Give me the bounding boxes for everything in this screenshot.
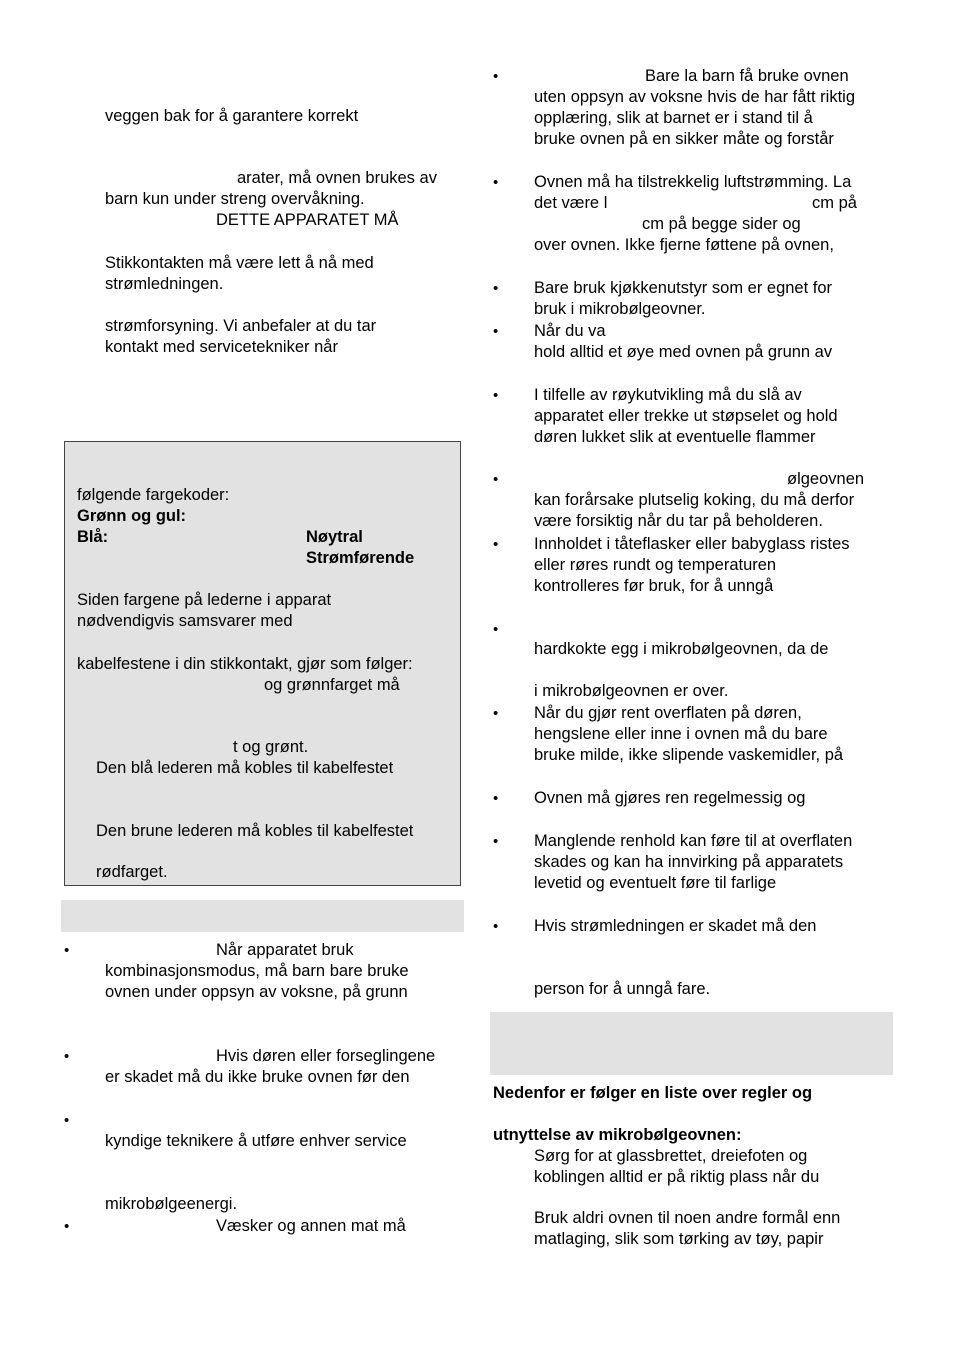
text-line: Når du va <box>534 322 606 340</box>
text-line: Bare la barn få bruke ovnen <box>645 67 849 85</box>
bullet: • <box>493 918 499 935</box>
text-line: Når du gjør rent overflaten på døren, <box>534 704 802 722</box>
text-line: være forsiktig når du tar på beholderen. <box>534 512 823 530</box>
text-line: Ovnen må ha tilstrekkelig luftstrømming. La <box>534 173 852 191</box>
bullet: • <box>493 387 499 404</box>
box-line-bold: Blå: <box>77 528 109 546</box>
text-line: Sørg for at glassbrettet, dreiefoten og <box>534 1147 808 1165</box>
bullet: • <box>493 536 499 553</box>
text-line: i mikrobølgeovnen er over. <box>534 682 729 700</box>
section-heading-bar <box>490 1012 893 1075</box>
text-line: Når apparatet bruk <box>216 941 354 959</box>
bullet: • <box>493 68 499 85</box>
text-line: matlaging, slik som tørking av tøy, papir <box>534 1230 824 1248</box>
box-line-bold: Grønn og gul: <box>77 507 187 525</box>
box-line: t og grønt. <box>233 738 309 756</box>
text-line: Bruk aldri ovnen til noen andre formål enn <box>534 1209 841 1227</box>
text-line: Manglende renhold kan føre til at overflaten <box>534 832 853 850</box>
text-line: Væsker og annen mat må <box>216 1217 406 1235</box>
text-line: opplæring, slik at barnet er i stand til å <box>534 109 813 127</box>
text-line: cm på begge sider og <box>642 215 801 233</box>
text-line: eller røres rundt og temperaturen <box>534 556 777 574</box>
text-line: kontakt med servicetekniker når <box>105 338 338 356</box>
text-line: Ovnen må gjøres ren regelmessig og <box>534 789 806 807</box>
text-line: bruk i mikrobølgeovner. <box>534 300 706 318</box>
text-line: døren lukket slik at eventuelle flammer <box>534 428 816 446</box>
text-line: hardkokte egg i mikrobølgeovnen, da de <box>534 640 829 658</box>
text-line: kan forårsake plutselig koking, du må derfor <box>534 491 855 509</box>
box-line: følgende fargekoder: <box>77 486 230 504</box>
text-line: hengslene eller inne i ovnen må du bare <box>534 725 828 743</box>
text-line: er skadet må du ikke bruke ovnen før den <box>105 1068 410 1086</box>
box-line-bold: Strømførende <box>306 549 415 567</box>
rules-intro-bold: utnyttelse av mikrobølgeovnen: <box>493 1126 742 1144</box>
bullet: • <box>493 471 499 488</box>
bullet: • <box>64 942 70 959</box>
text-line: apparatet eller trekke ut støpselet og hold <box>534 407 838 425</box>
bullet: • <box>493 790 499 807</box>
bullet: • <box>493 174 499 191</box>
rules-intro-bold: Nedenfor er følger en liste over regler og <box>493 1084 813 1102</box>
text-line: veggen bak for å garantere korrekt <box>105 107 359 125</box>
box-line: Den brune lederen må kobles til kabelfestet <box>96 822 414 840</box>
text-line: hold alltid et øye med ovnen på grunn av <box>534 343 833 361</box>
text-line: ølgeovnen <box>787 470 865 488</box>
text-line: kombinasjonsmodus, må barn bare bruke <box>105 962 409 980</box>
text-line: det være l <box>534 194 608 212</box>
text-line: strømledningen. <box>105 275 224 293</box>
text-line: Innholdet i tåteflasker eller babyglass ristes <box>534 535 850 553</box>
text-line: mikrobølgeenergi. <box>105 1195 238 1213</box>
text-line: Hvis døren eller forseglingene <box>216 1047 436 1065</box>
box-line: og grønnfarget må <box>264 676 400 694</box>
text-line: barn kun under streng overvåkning. <box>105 190 365 208</box>
text-line: over ovnen. Ikke fjerne føttene på ovnen, <box>534 236 834 254</box>
text-line: Hvis strømledningen er skadet må den <box>534 917 817 935</box>
bullet: • <box>64 1218 70 1235</box>
text-line: bruke milde, ikke slipende vaskemidler, på <box>534 746 844 764</box>
text-line: kontrolleres før bruk, for å unngå <box>534 577 774 595</box>
text-line: levetid og eventuelt føre til farlige <box>534 874 777 892</box>
text-line: kyndige teknikere å utføre enhver service <box>105 1132 407 1150</box>
text-line: I tilfelle av røykutvikling må du slå av <box>534 386 802 404</box>
text-line: ovnen under oppsyn av voksne, på grunn <box>105 983 408 1001</box>
bullet: • <box>64 1112 70 1129</box>
text-line: Bare bruk kjøkkenutstyr som er egnet for <box>534 279 833 297</box>
box-line: rødfarget. <box>96 863 168 881</box>
bullet: • <box>493 621 499 638</box>
section-heading-bar <box>61 900 464 932</box>
text-line: person for å unngå fare. <box>534 980 711 998</box>
text-line: strømforsyning. Vi anbefaler at du tar <box>105 317 377 335</box>
text-line: koblingen alltid er på riktig plass når du <box>534 1168 820 1186</box>
text-line: bruke ovnen på en sikker måte og forstår <box>534 130 834 148</box>
text-line: uten oppsyn av voksne hvis de har fått riktig <box>534 88 856 106</box>
text-line: Stikkontakten må være lett å nå med <box>105 254 374 272</box>
text-line: DETTE APPARATET MÅ <box>216 211 399 229</box>
box-line-bold: Nøytral <box>306 528 363 546</box>
bullet: • <box>493 280 499 297</box>
bullet: • <box>493 833 499 850</box>
box-line: nødvendigvis samsvarer med <box>77 612 293 630</box>
box-line: Den blå lederen må kobles til kabelfestet <box>96 759 394 777</box>
text-line: arater, må ovnen brukes av <box>237 169 437 187</box>
bullet: • <box>64 1048 70 1065</box>
box-line: Siden fargene på lederne i apparat <box>77 591 332 609</box>
text-line: cm på <box>812 194 857 212</box>
bullet: • <box>493 705 499 722</box>
text-line: skades og kan ha innvirking på apparatets <box>534 853 844 871</box>
box-line: kabelfestene i din stikkontakt, gjør som følger: <box>77 655 413 673</box>
bullet: • <box>493 323 499 340</box>
